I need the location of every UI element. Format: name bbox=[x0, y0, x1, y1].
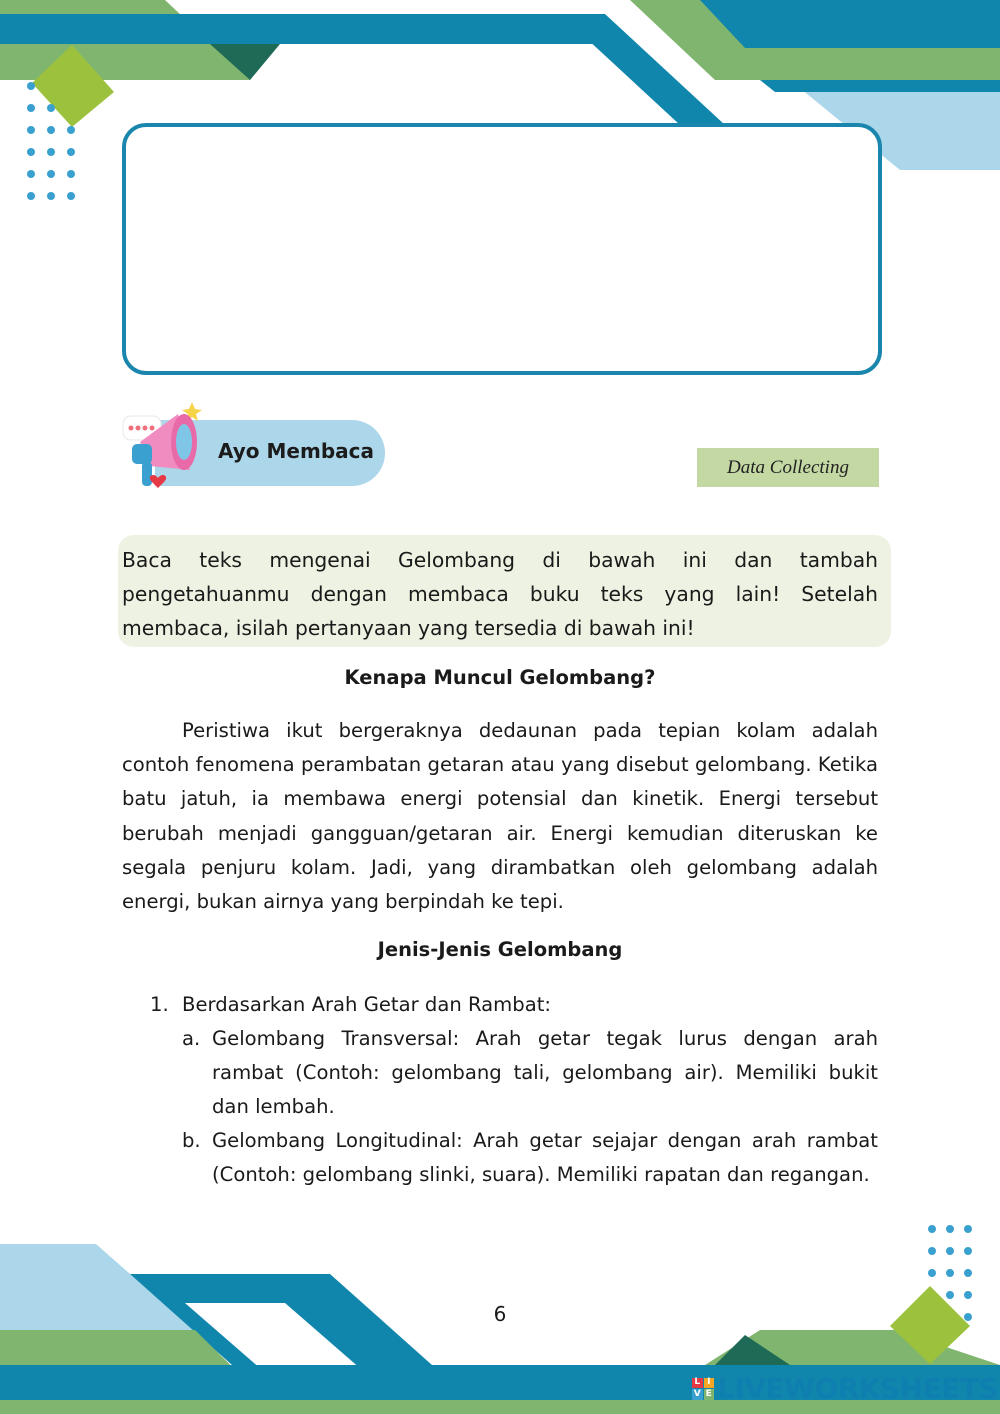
dot bbox=[67, 192, 75, 200]
sub-item-a bbox=[182, 1022, 878, 1125]
grid-letter: I bbox=[704, 1378, 715, 1389]
dot bbox=[47, 192, 55, 200]
dot bbox=[27, 82, 35, 90]
sub-item-text: Gelombang Longitudinal: Arah getar sejajar dengan arah rambat (Contoh: gelombang slinki, suara). Memiliki rapatan dan regangan. bbox=[212, 1129, 878, 1187]
liveworksheets-text: LIVEWORKSHEETS bbox=[717, 1372, 999, 1405]
instruction-text: Baca teks mengenai Gelombang di bawah ini dan tambah pengetahuanmu dengan membaca buku teks yang lain! Setelah membaca, isilah pertanyaan yang tersedia di bawah ini! bbox=[122, 548, 878, 640]
title-frame bbox=[122, 123, 882, 375]
sub-item-text: Gelombang Transversal: Arah getar tegak lurus dengan arah rambat (Contoh: gelombang tali, gelombang air). Memiliki bukit dan lembah. bbox=[212, 1027, 878, 1119]
dot bbox=[27, 148, 35, 156]
megaphone-icon bbox=[120, 400, 215, 492]
dot bbox=[964, 1247, 972, 1255]
dot bbox=[946, 1291, 954, 1299]
top-blue-bar-left bbox=[0, 14, 600, 44]
page-number: 6 bbox=[493, 1302, 507, 1326]
dot bbox=[27, 126, 35, 134]
top-left-dot-grid bbox=[27, 82, 87, 202]
dot bbox=[928, 1247, 936, 1255]
dot bbox=[67, 126, 75, 134]
sub-item-letter: b. bbox=[182, 1129, 201, 1152]
dot bbox=[928, 1269, 936, 1277]
dot bbox=[67, 148, 75, 156]
bottom-right-dot-grid bbox=[928, 1225, 988, 1345]
list-number: 1. bbox=[150, 993, 169, 1016]
dot bbox=[47, 126, 55, 134]
dot bbox=[47, 104, 55, 112]
grid-letter: E bbox=[704, 1389, 715, 1400]
dot bbox=[67, 170, 75, 178]
dot bbox=[964, 1225, 972, 1233]
dot bbox=[27, 192, 35, 200]
dot bbox=[47, 148, 55, 156]
list-item-label: Berdasarkan Arah Getar dan Rambat: bbox=[182, 993, 551, 1016]
instruction-box bbox=[118, 535, 891, 647]
grid-letter: V bbox=[693, 1388, 701, 1399]
dot bbox=[946, 1247, 954, 1255]
dot bbox=[928, 1225, 936, 1233]
dot bbox=[27, 170, 35, 178]
sub-item-b bbox=[182, 1124, 878, 1192]
dot bbox=[27, 104, 35, 112]
dot bbox=[946, 1225, 954, 1233]
dot bbox=[964, 1269, 972, 1277]
sub-item-letter: a. bbox=[182, 1027, 201, 1050]
liveworksheets-grid-icon bbox=[692, 1378, 714, 1400]
dot bbox=[946, 1269, 954, 1277]
section-title-why-waves: Kenapa Muncul Gelombang? bbox=[344, 666, 656, 689]
dot bbox=[964, 1291, 972, 1299]
dot bbox=[47, 170, 55, 178]
liveworksheets-logo[interactable] bbox=[692, 1372, 998, 1405]
section-paragraph: Peristiwa ikut bergeraknya dedaunan pada tepian kolam adalah contoh fenomena perambatan getaran atau yang disebut gelombang. Ketika batu jatuh, ia membawa energi potensial dan kinetik. Energi tersebut berubah menjadi gangguan/getaran air. Energi kemudian diteruskan ke segala penjuru kolam. Jadi, yang dirambatkan oleh gelombang adalah energi, bukan airnya yang berpindah ke tepi. bbox=[122, 719, 878, 914]
grid-letter: L bbox=[692, 1378, 703, 1389]
banner-label: Ayo Membaca bbox=[218, 439, 374, 463]
list-item-1 bbox=[150, 988, 551, 1022]
top-blue-thin bbox=[760, 80, 1000, 92]
top-blue-bar-right bbox=[700, 0, 1000, 48]
section-title-wave-types: Jenis-Jenis Gelombang bbox=[377, 938, 623, 961]
data-collecting-tag: Data Collecting bbox=[697, 448, 879, 487]
